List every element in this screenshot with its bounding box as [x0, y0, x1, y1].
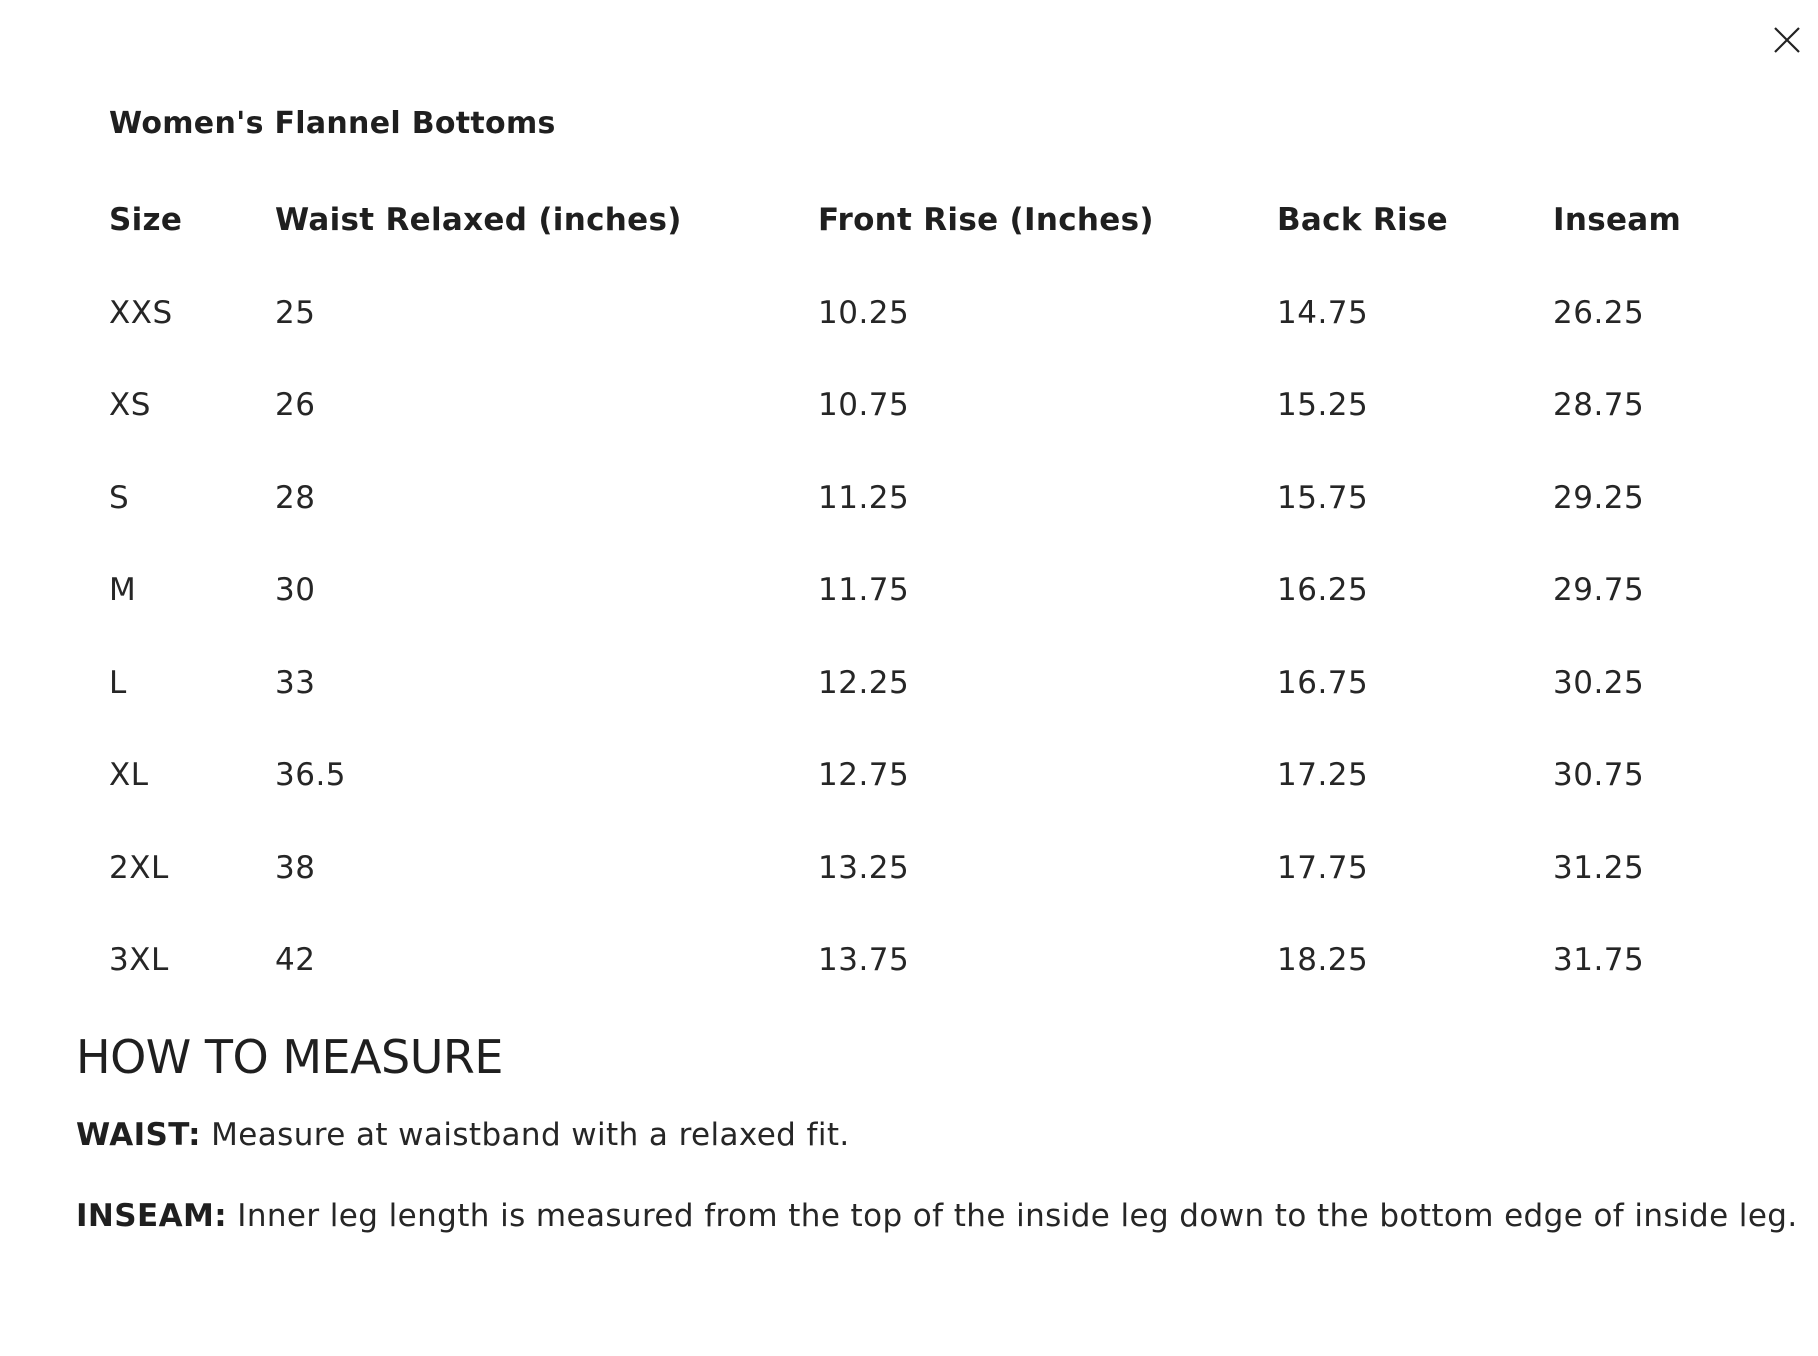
cell-inseam: 28.75: [1553, 387, 1645, 424]
cell-back-rise: 17.25: [1277, 757, 1369, 794]
header-size: Size: [109, 202, 183, 239]
cell-size: XL: [109, 757, 149, 794]
inseam-label: INSEAM:: [76, 1198, 228, 1234]
inseam-text: Inner leg length is measured from the top of the inside leg down to the bottom edge of inside leg.: [227, 1198, 1798, 1234]
cell-inseam: 29.25: [1553, 479, 1645, 516]
cell-waist: 26: [275, 387, 316, 424]
cell-front-rise: 11.25: [818, 479, 910, 516]
cell-back-rise: 14.75: [1277, 294, 1369, 331]
how-to-measure-heading: HOW TO MEASURE: [76, 1030, 503, 1084]
table-row: [109, 914, 1729, 1007]
cell-size: 2XL: [109, 849, 169, 886]
cell-front-rise: 13.25: [818, 849, 910, 886]
cell-size: XS: [109, 387, 151, 424]
table-row: [109, 544, 1729, 637]
table-row: [109, 452, 1729, 545]
table-row: [109, 267, 1729, 360]
cell-back-rise: 18.25: [1277, 942, 1369, 979]
cell-front-rise: 12.75: [818, 757, 910, 794]
header-front-rise: Front Rise (Inches): [818, 202, 1154, 239]
header-back-rise: Back Rise: [1277, 202, 1449, 239]
cell-back-rise: 16.75: [1277, 664, 1369, 701]
cell-front-rise: 10.75: [818, 387, 910, 424]
cell-inseam: 29.75: [1553, 572, 1645, 609]
cell-front-rise: 11.75: [818, 572, 910, 609]
header-waist: Waist Relaxed (inches): [275, 202, 682, 239]
table-row: [109, 729, 1729, 822]
cell-waist: 25: [275, 294, 316, 331]
cell-inseam: 30.25: [1553, 664, 1645, 701]
cell-waist: 38: [275, 849, 316, 886]
cell-back-rise: 17.75: [1277, 849, 1369, 886]
inseam-instruction: [76, 1198, 1798, 1234]
cell-waist: 42: [275, 942, 316, 979]
close-button[interactable]: [1765, 18, 1809, 62]
cell-inseam: 30.75: [1553, 757, 1645, 794]
cell-waist: 28: [275, 479, 316, 516]
cell-front-rise: 12.25: [818, 664, 910, 701]
waist-instruction: [76, 1117, 850, 1153]
cell-front-rise: 13.75: [818, 942, 910, 979]
cell-back-rise: 16.25: [1277, 572, 1369, 609]
cell-size: 3XL: [109, 942, 169, 979]
cell-waist: 33: [275, 664, 316, 701]
cell-size: M: [109, 572, 137, 609]
table-header-row: [109, 174, 1729, 267]
cell-size: S: [109, 479, 130, 516]
cell-size: L: [109, 664, 127, 701]
close-icon: [1772, 25, 1802, 55]
cell-back-rise: 15.25: [1277, 387, 1369, 424]
cell-front-rise: 10.25: [818, 294, 910, 331]
table-row: [109, 637, 1729, 730]
table-row: [109, 822, 1729, 915]
cell-inseam: 31.25: [1553, 849, 1645, 886]
cell-waist: 30: [275, 572, 316, 609]
table-row: [109, 359, 1729, 452]
chart-title: Women's Flannel Bottoms: [109, 106, 556, 141]
cell-waist: 36.5: [275, 757, 347, 794]
waist-label: WAIST:: [76, 1117, 201, 1153]
cell-back-rise: 15.75: [1277, 479, 1369, 516]
size-chart-table: [109, 174, 1729, 1007]
cell-size: XXS: [109, 294, 173, 331]
cell-inseam: 31.75: [1553, 942, 1645, 979]
cell-inseam: 26.25: [1553, 294, 1645, 331]
header-inseam: Inseam: [1553, 202, 1682, 239]
waist-text: Measure at waistband with a relaxed fit.: [200, 1117, 850, 1153]
